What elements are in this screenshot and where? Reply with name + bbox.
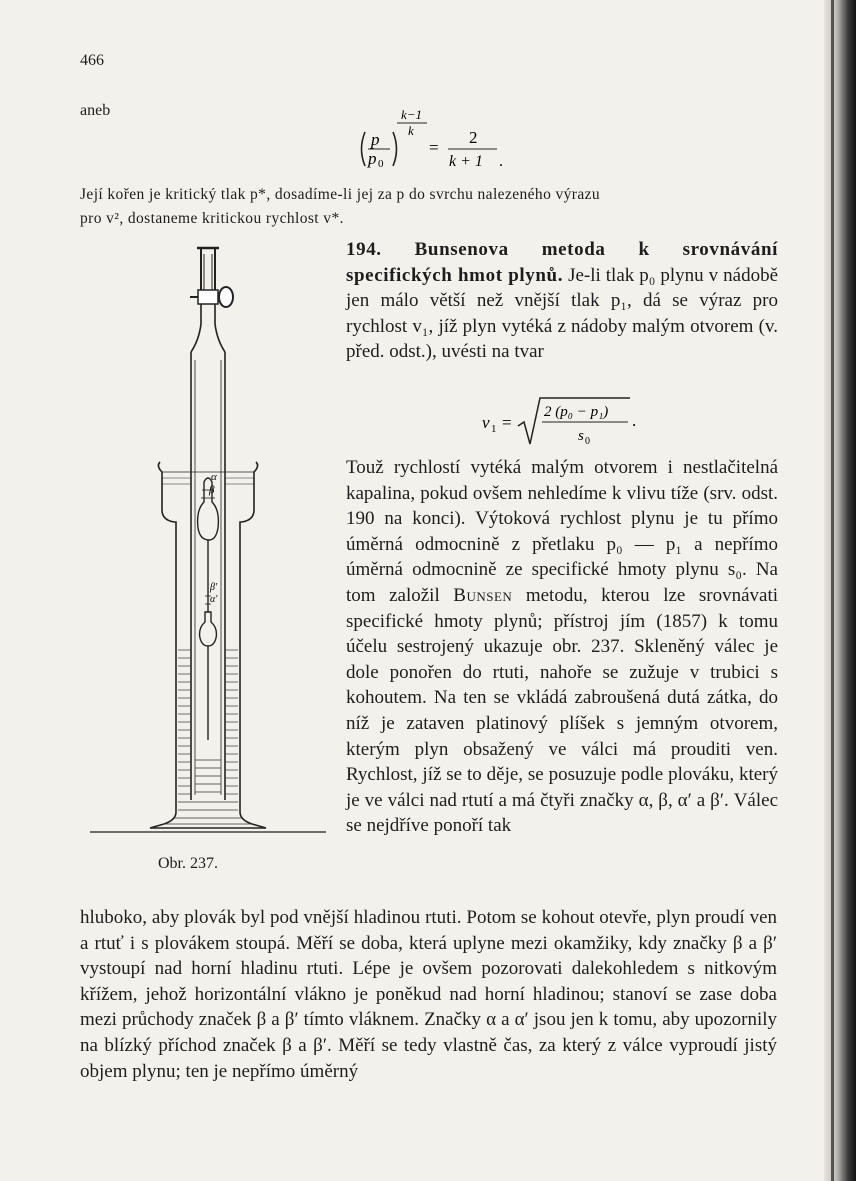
page-number: 466: [80, 52, 104, 69]
efflux-velocity-formula: [478, 396, 648, 450]
rhs-numerator: 2: [469, 128, 478, 147]
rhs-denominator: k + 1: [449, 153, 483, 170]
page-gutter-shadow: [824, 0, 856, 1181]
radicand-denominator: s: [578, 428, 584, 444]
section-heading: 194. Bunsenova metoda k srovnávání specifických hmot plynů.: [346, 239, 778, 286]
full-width-text: hluboko, aby plovák byl pod vnější hladinou rtuti. Potom se kohout otevře, plyn proudí ven a rtuť i s plovákem stoupá. Měří se doba, která uplyne mezi okamžiky, kdy značky β a β′ vystoupí nad horní hladinu rtuti. Lépe je ovšem pozorovati dalekohledem s nitkovým křížem, jehož horizontální vlákno je poněkud nad horní hladinou; stanoví se zase doba mezi průchody značek β a β′ tímto vláknem. Značky α a α′ jsou jen k tomu, aby upozornily na blízký příchod značek β a β′. Měří se tedy vlastně čas, za který z válce vyproudí jistý objem plynu; ten je nepřímo úměrný: [80, 907, 777, 1082]
column-text-a: Touž rychlostí vytéká malým otvorem i nestlačitelná kapalina, pokud ovšem nehledíme k vlivu tíže (srv. odst. 190 na konci). Výtoková rychlost plynu je tu přímo úměrná odmocnině z přetlaku p₀ — p₁ a nepřímo úměrná odmocnině ze specifické hmoty plynu s₀. Na tom založil: [346, 457, 778, 606]
base-denominator-sub: 0: [378, 158, 384, 170]
radicand-numerator: 2 (p₀ − p₁): [544, 404, 609, 420]
aneb-label: aneb: [80, 102, 111, 119]
stopper: [201, 248, 215, 296]
base-numerator: p: [371, 130, 380, 149]
label-alpha: α: [211, 471, 217, 483]
inner-mercury: [195, 760, 221, 792]
base-denominator: p: [368, 149, 377, 168]
svg-text:=: =: [429, 138, 439, 157]
radicand-denominator-sub: 0: [585, 436, 590, 447]
bunsen-apparatus-figure: [90, 240, 330, 850]
right-paren: [393, 132, 397, 166]
velocity-symbol: v: [482, 413, 490, 432]
section-text: Je-li tlak p₀ plynu v nádobě jen málo větší než vnější tlak p₁, dá se výraz pro rychlost v₁, jíž plyn vytéká z nádoby malým otvorem (v. před. odst.), uvésti na tvar: [346, 264, 779, 363]
exponent-denominator: k: [408, 123, 414, 138]
vessel-left: [150, 462, 176, 828]
left-paren: [362, 132, 366, 166]
full-width-paragraph: [80, 905, 777, 1084]
column-text-b: metodu, kterou lze srovnávati specifické hmoty plynů; přístroj jím (1857) k tomu účelu sestrojený ukazuje obr. 237. Skleněný válec je dole ponořen do rtuti, nahoře se zužuje v trubici s kohoutem. Na ten se vkládá zabroušená dutá zátka, do níž je zataven platinový plíšek s jemným otvorem, kterým plyn obsažený ve válci má prouditi ven. Rychlost, jíž se to děje, se posuzuje podle plováku, který je ve válci nad rtutí a má čtyři značky α, β, α′ a β′. Válec se nejdříve ponoří tak: [346, 584, 779, 837]
label-beta-prime: β′: [210, 582, 218, 593]
svg-text:=: =: [502, 413, 512, 432]
critical-pressure-formula: [357, 108, 527, 174]
intro-paragraph: [80, 183, 820, 231]
column-paragraph: [346, 455, 778, 839]
intro-line-2: pro v², dostaneme kritickou rychlost v*.: [80, 210, 344, 227]
stopcock-body: [198, 290, 218, 304]
svg-text:.: .: [499, 153, 503, 170]
float: [198, 478, 219, 740]
intro-line-1: Její kořen je kritický tlak p*, dosadíme-li jej za p do svrchu nalezeného výrazu: [80, 186, 601, 203]
stopcock-handle: [219, 287, 233, 307]
binding-edge: [831, 0, 834, 1181]
section-194-intro: [346, 237, 778, 365]
svg-text:.: .: [632, 411, 637, 430]
exponent-numerator: k−1: [401, 108, 423, 122]
vessel-right: [240, 462, 266, 828]
figure-caption: Obr. 237.: [158, 855, 218, 872]
label-beta: β: [209, 484, 215, 496]
velocity-sub: 1: [491, 423, 497, 435]
label-alpha-prime: α′: [210, 594, 218, 605]
author-bunsen: Bunsen: [453, 584, 513, 606]
